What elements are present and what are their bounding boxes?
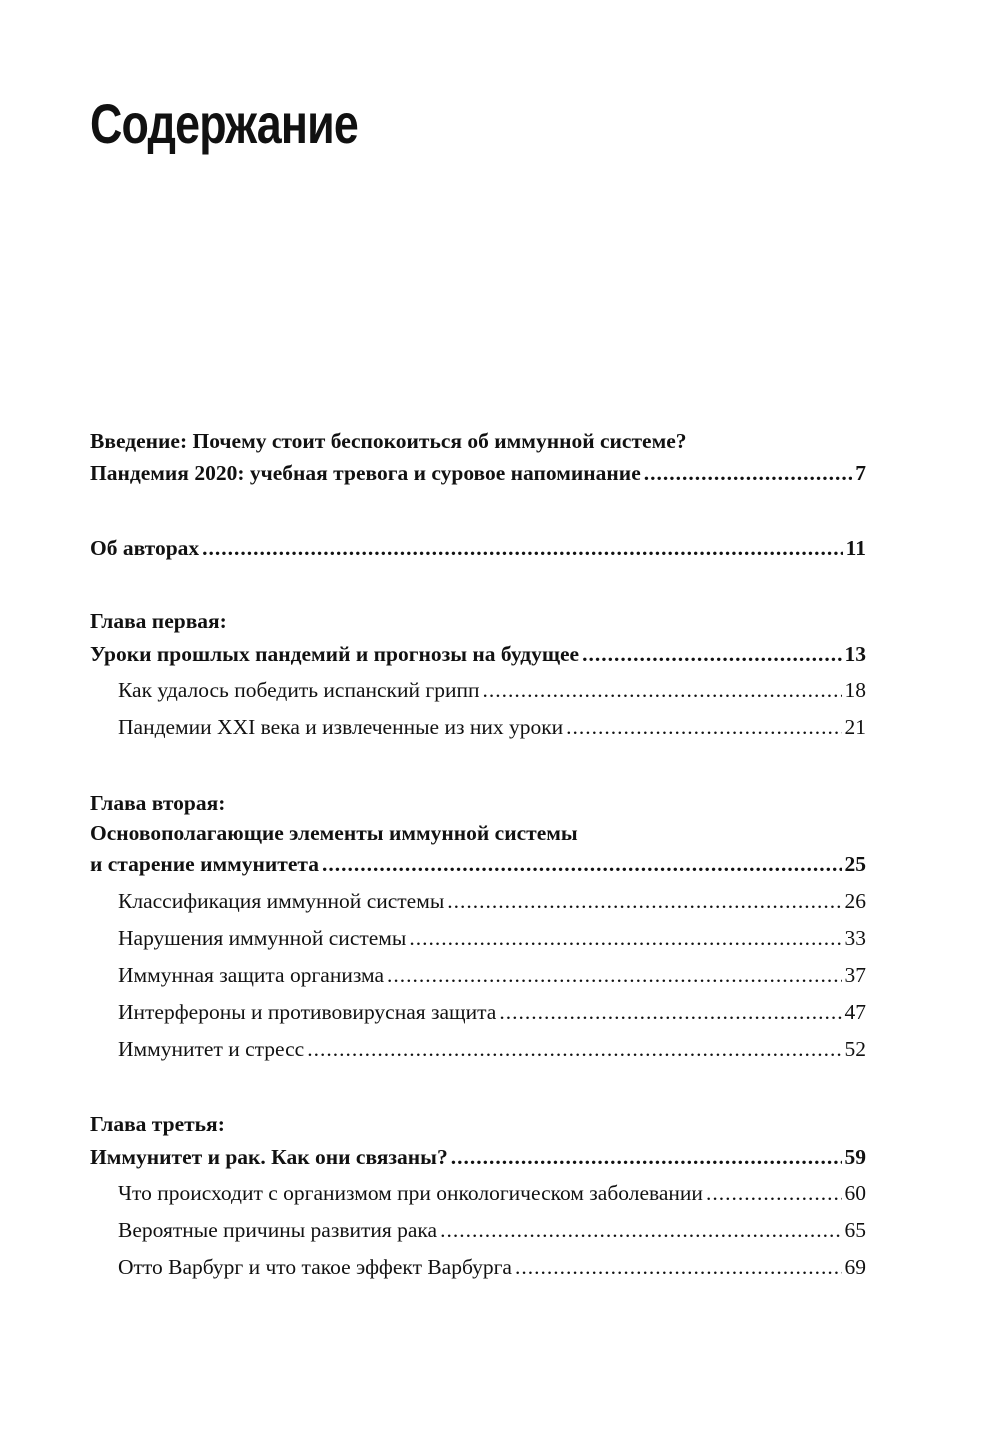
toc-subentry[interactable]	[118, 996, 866, 1028]
toc-subentry-label: Вероятные причины развития рака	[118, 1218, 438, 1242]
toc-heading-chapter-2-title	[90, 817, 866, 849]
dot-leader	[499, 996, 841, 1028]
dot-leader	[440, 1214, 841, 1246]
toc-subentry[interactable]	[118, 922, 866, 954]
toc-subentry[interactable]	[118, 885, 866, 917]
toc-heading-label: Глава третья:	[90, 1112, 225, 1136]
toc-page-number: 47	[844, 1000, 866, 1024]
toc-page-number: 37	[844, 963, 866, 987]
toc-entry-label: и старение иммунитета	[90, 852, 319, 876]
toc-entry-chapter-3[interactable]	[90, 1141, 866, 1173]
toc-subentry-label: Иммунная защита организма	[118, 963, 385, 987]
toc-page-number: 59	[844, 1145, 866, 1169]
toc-entry-label: Об авторах	[90, 536, 200, 560]
toc-subentry-label: Что происходит с организмом при онкологическом заболевании	[118, 1181, 703, 1205]
toc-heading-label: Введение: Почему стоит беспокоиться об иммунной системе?	[90, 429, 687, 453]
toc-page-number: 21	[844, 715, 866, 739]
toc-entry-chapter-2[interactable]	[90, 848, 866, 880]
toc-subentry-label: Иммунитет и стресс	[118, 1037, 305, 1061]
toc-subentry-label: Отто Варбург и что такое эффект Варбурга	[118, 1255, 512, 1279]
dot-leader	[482, 674, 841, 706]
toc-page-number: 60	[844, 1181, 866, 1205]
toc-subentry-label: Пандемии XXI века и извлеченные из них уроки	[118, 715, 564, 739]
dot-leader	[582, 638, 841, 670]
toc-page-number: 11	[845, 536, 866, 560]
dot-leader	[322, 848, 842, 880]
toc-entry-label: Иммунитет и рак. Как они связаны?	[90, 1145, 448, 1169]
dot-leader	[202, 532, 843, 564]
dot-leader	[307, 1033, 841, 1065]
toc-heading-label: Глава первая:	[90, 609, 227, 633]
toc-subentry-label: Нарушения иммунной системы	[118, 926, 407, 950]
dot-leader	[644, 457, 853, 489]
toc-heading-intro	[90, 425, 866, 457]
toc-page-number: 18	[844, 678, 866, 702]
dot-leader	[387, 959, 841, 991]
dot-leader	[515, 1251, 842, 1283]
toc-subentry[interactable]	[118, 1033, 866, 1065]
dot-leader	[451, 1141, 842, 1173]
toc-subentry-label: Классификация иммунной системы	[118, 889, 445, 913]
toc-page-number: 13	[844, 642, 866, 666]
toc-page-number: 25	[844, 852, 866, 876]
toc-heading-label: Основополагающие элементы иммунной системы	[90, 821, 578, 845]
toc-subentry[interactable]	[118, 711, 866, 743]
dot-leader	[409, 922, 841, 954]
toc-subentry[interactable]	[118, 959, 866, 991]
toc-subentry[interactable]	[118, 1177, 866, 1209]
toc-heading-chapter-2	[90, 787, 866, 819]
toc-page-number: 52	[844, 1037, 866, 1061]
toc-heading-chapter-3	[90, 1108, 866, 1140]
toc-page-number: 69	[844, 1255, 866, 1279]
toc-heading-chapter-1	[90, 605, 866, 637]
toc-entry-intro[interactable]	[90, 457, 866, 489]
toc-heading-label: Глава вторая:	[90, 791, 226, 815]
toc-subentry-label: Интерфероны и противовирусная защита	[118, 1000, 497, 1024]
toc-subentry[interactable]	[118, 1251, 866, 1283]
toc-page-number: 65	[844, 1218, 866, 1242]
toc-subentry-label: Как удалось победить испанский грипп	[118, 678, 480, 702]
toc-page-number: 26	[844, 889, 866, 913]
toc-subentry[interactable]	[118, 1214, 866, 1246]
dot-leader	[566, 711, 841, 743]
toc-entry-label: Уроки прошлых пандемий и прогнозы на будущее	[90, 642, 580, 666]
toc-page-number: 7	[855, 461, 866, 485]
toc-subentry[interactable]	[118, 674, 866, 706]
toc-entry-label: Пандемия 2020: учебная тревога и суровое напоминание	[90, 461, 641, 485]
dot-leader	[706, 1177, 842, 1209]
toc-entry-chapter-1[interactable]	[90, 638, 866, 670]
toc-entry-authors[interactable]	[90, 532, 866, 564]
dot-leader	[447, 885, 841, 917]
toc-page-number: 33	[844, 926, 866, 950]
page-title: Содержание	[90, 92, 358, 155]
